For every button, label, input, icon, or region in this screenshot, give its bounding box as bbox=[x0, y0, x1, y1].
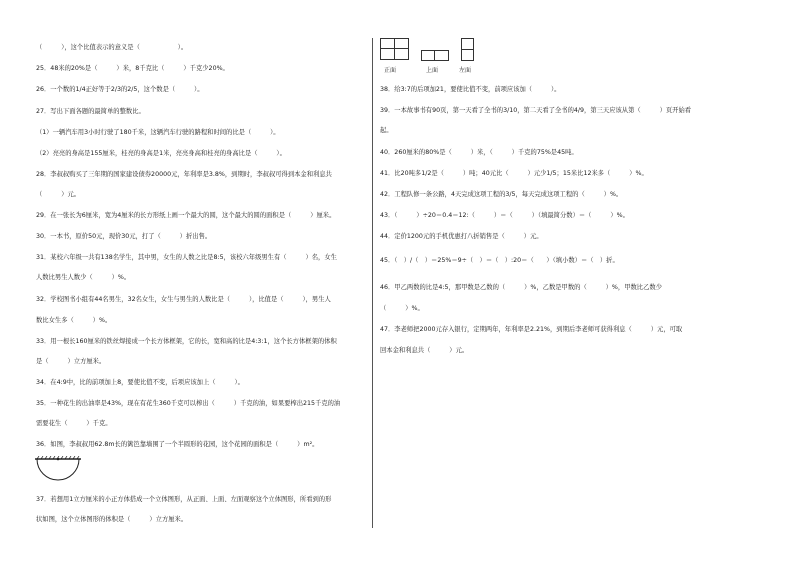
question-46: 46．甲乙两数的比是4:5，那甲数是乙数的（ ）%，乙数是甲数的（ ）%，甲数比乙数少 bbox=[380, 284, 662, 291]
question-36: 36．如图，李叔叔用62.8m长的篱笆靠墙围了一个半圆形的花园，这个花园的面积是（ ）m²。 bbox=[36, 441, 319, 448]
question-40: 40．260厘米的80%是（ ）米，（ ）千克的75%是45吨。 bbox=[380, 149, 578, 156]
question-39-tail: 起。 bbox=[380, 127, 393, 134]
question-27-2: （2）亮亮的身高是155厘米，桂亮的身高是1米，亮亮身高和桂亮的身高比是（ ）。 bbox=[36, 150, 286, 157]
question-47-tail: 回本金和利息共（ ）元。 bbox=[380, 347, 469, 354]
question-27: 27．写出下面各题的最简单的整数比。 bbox=[36, 108, 145, 115]
question-42: 42．工程队修一条公路，4天完成这项工程的3/5，每天完成这项工程的（ ）%。 bbox=[380, 191, 623, 198]
question-37-tail: 状如图，这个立体图形的体积是（ ）立方厘米。 bbox=[36, 516, 188, 523]
question-35-tail: 需要花生（ ）千克。 bbox=[36, 420, 112, 427]
question-46-tail: （ ）%。 bbox=[380, 305, 424, 312]
question-26: 26．一个数的1/4正好等于2/3的2/5，这个数是（ ）。 bbox=[36, 86, 204, 93]
left-view-label: 左面 bbox=[459, 67, 472, 74]
question-32: 32．学校图书小组有44名男生，32名女生，女生与男生的人数比是（ ），比值是（ ），男生人 bbox=[36, 296, 331, 303]
question-31-tail: 人数比男生人数少（ ）%。 bbox=[36, 274, 131, 281]
question-45: 45．（ ）/（ ）＝25%＝9÷（ ）＝（ ）:20＝（ ）（填小数）＝（ ）折。 bbox=[380, 257, 619, 264]
question-35: 35．一种花生的出油率是43%，现在有花生360千克可以榨出（ ）千克的油，如果要榨出215千克的油 bbox=[36, 400, 341, 407]
question-44: 44．定价1200元的手机优惠打八折销售是（ ）元。 bbox=[380, 233, 543, 240]
question-34: 34．在4:9中，比的前项加上8，要使比值不变，后项应该加上（ ）。 bbox=[36, 379, 244, 386]
question-24-tail: （ ），这个比值表示的意义是（ ）。 bbox=[36, 44, 188, 51]
question-27-1: （1）一辆汽车用3小时行驶了180千米，这辆汽车行驶的路程和时间的比是（ ）。 bbox=[36, 129, 280, 136]
question-25: 25．48米的20%是（ ）米，8千克比（ ）千克少20%。 bbox=[36, 65, 229, 72]
question-33-tail: 是（ ）立方厘米。 bbox=[36, 358, 106, 365]
question-31: 31．某校六年级一共有138名学生，其中男，女生的人数之比是8:5，该校六年级男生有（ ）名，女生 bbox=[36, 254, 337, 261]
question-38: 38．给3:7的后项加21，要使比值不变，前项应该加（ ）。 bbox=[380, 86, 561, 93]
question-37: 37．若想用1立方厘米的小正方体搭成一个立体图形，从正面、上面、左面观察这个立体图形，所看到的形 bbox=[36, 496, 332, 503]
question-43: 43．（ ）÷20＝0.4＝12:（ ）＝（ ）（填最简分数）＝（ ）%。 bbox=[380, 212, 629, 219]
front-view-figure bbox=[380, 38, 410, 60]
question-33: 33．用一根长160厘米的铁丝焊接成一个长方体框架，它的长，宽和高的比是4:3:1，这个长方体框架的体积 bbox=[36, 338, 337, 345]
left-view-figure bbox=[461, 38, 474, 61]
question-28: 28．李叔叔购买了三年期的国家建设债券20000元，年利率是3.8%，到期时，李叔叔可得到本金和利息共 bbox=[36, 171, 332, 178]
question-39: 39．一本故事书有90页，第一天看了全书的3/10，第二天看了全书的4/9，第三天应该从第（ ）页开始看 bbox=[380, 107, 692, 114]
top-view-figure bbox=[421, 50, 449, 61]
question-28-tail: （ ）元。 bbox=[36, 191, 81, 198]
question-47: 47．李老师把2000元存入银行，定期两年，年利率是2.21%，到期后李老师可获得利息（ ）元，可取 bbox=[380, 326, 683, 333]
question-29: 29．在一张长为6厘米，宽为4厘米的长方形纸上画一个最大的圆，这个最大的圆的面积是（ ）厘米。 bbox=[36, 212, 336, 219]
question-30: 30．一本书，原价50元，现价30元，打了（ ）折出售。 bbox=[36, 233, 212, 240]
semicircle-garden-figure bbox=[34, 456, 82, 486]
column-divider bbox=[372, 38, 373, 528]
top-view-label: 上面 bbox=[426, 67, 439, 74]
question-32-tail: 数比女生多（ ）%。 bbox=[36, 317, 112, 324]
question-41: 41．比20吨多1/2是（ ）吨；40元比（ ）元少1/5；15米比12米多（ ）%。 bbox=[380, 170, 648, 177]
front-view-label: 正面 bbox=[384, 67, 397, 74]
